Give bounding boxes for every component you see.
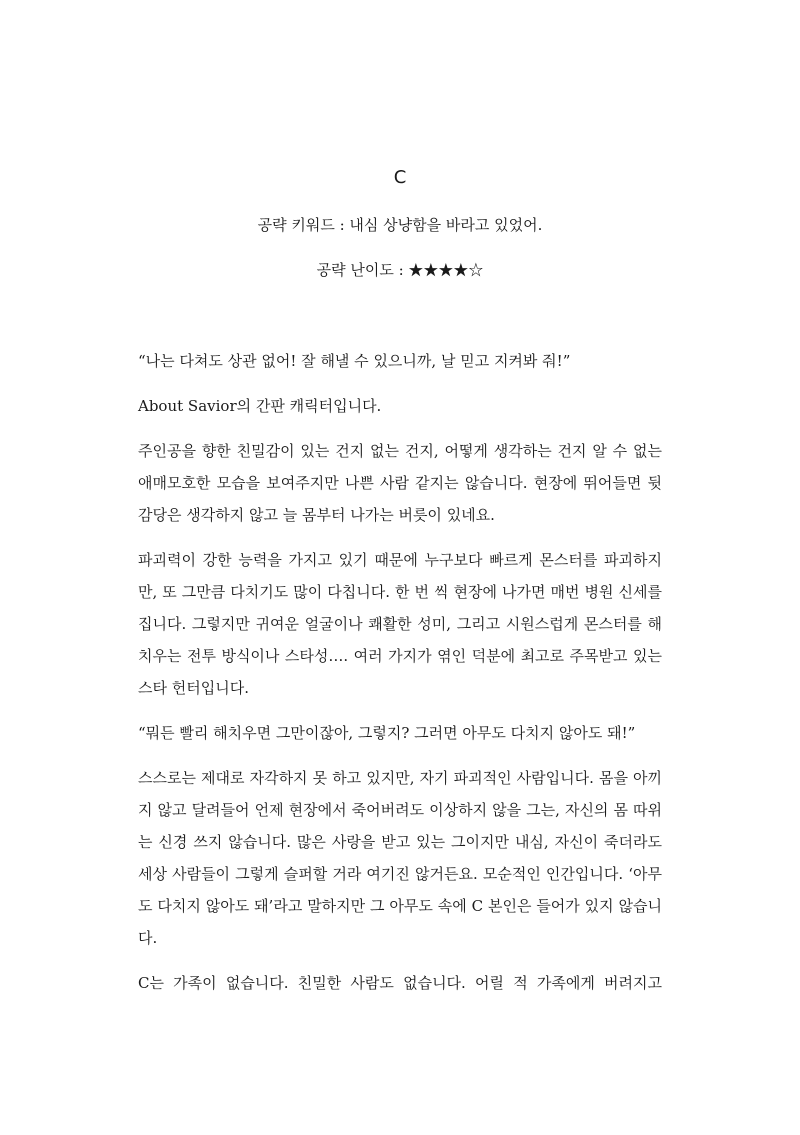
paragraph-description: 주인공을 향한 친밀감이 있는 건지 없는 건지, 어떻게 생각하는 건지 알 수 없는 애매모호한 모습을 보여주지만 나쁜 사람 같지는 않습니다. 현장에 뛰어들면 뒷감당은 생각하지 않고 늘 몸부터 나가는 버릇이 있네요. (138, 442, 662, 524)
keyword-line: 공략 키워드 : 내심 상냥함을 바라고 있었어. (257, 216, 543, 234)
paragraph-intro: About Savior의 간판 캐릭터입니다. (138, 397, 382, 415)
paragraph-quote-1: “나는 다쳐도 상관 없어! 잘 해낼 수 있으니까, 날 믿고 지켜봐 줘!” (138, 352, 571, 370)
body-text (138, 345, 662, 1012)
difficulty-line: 공략 난이도 : ★★★★☆ (316, 261, 484, 279)
paragraph-ability: 파괴력이 강한 능력을 가지고 있기 때문에 누구보다 빠르게 몬스터를 파괴하지만, 또 그만큼 다치기도 많이 다칩니다. 한 번 씩 현장에 나가면 매번 병원 신세를 집니다. 그렇지만 귀여운 얼굴이나 쾌활한 성미, 그리고 시원스럽게 몬스터를 해치우는 전투 방식이나 스타성…. 여러 가지가 엮인 덕분에 최고로 주목받고 있는 스타 헌터입니다. (138, 551, 662, 697)
page-title: C (393, 167, 407, 188)
paragraph-quote-2: “뭐든 빨리 해치우면 그만이잖아, 그렇지? 그러면 아무도 다치지 않아도 돼!” (138, 724, 636, 742)
paragraph-family: C는 가족이 없습니다. 친밀한 사람도 없습니다. 어릴 적 가족에게 버려지고 (138, 974, 662, 992)
paragraph-personality: 스스로는 제대로 자각하지 못 하고 있지만, 자기 파괴적인 사람입니다. 몸을 아끼지 않고 달려들어 언제 현장에서 죽어버려도 이상하지 않을 그는, 자신의 몸 따위는 신경 쓰지 않습니다. 많은 사랑을 받고 있는 그이지만 내심, 자신이 죽더라도 세상 사람들이 그렇게 슬퍼할 거라 여기진 않거든요. 모순적인 인간입니다. ‘아무도 다치지 않아도 돼’라고 말하지만 그 아무도 속에 C 본인은 들어가 있지 않습니다. (138, 769, 662, 947)
